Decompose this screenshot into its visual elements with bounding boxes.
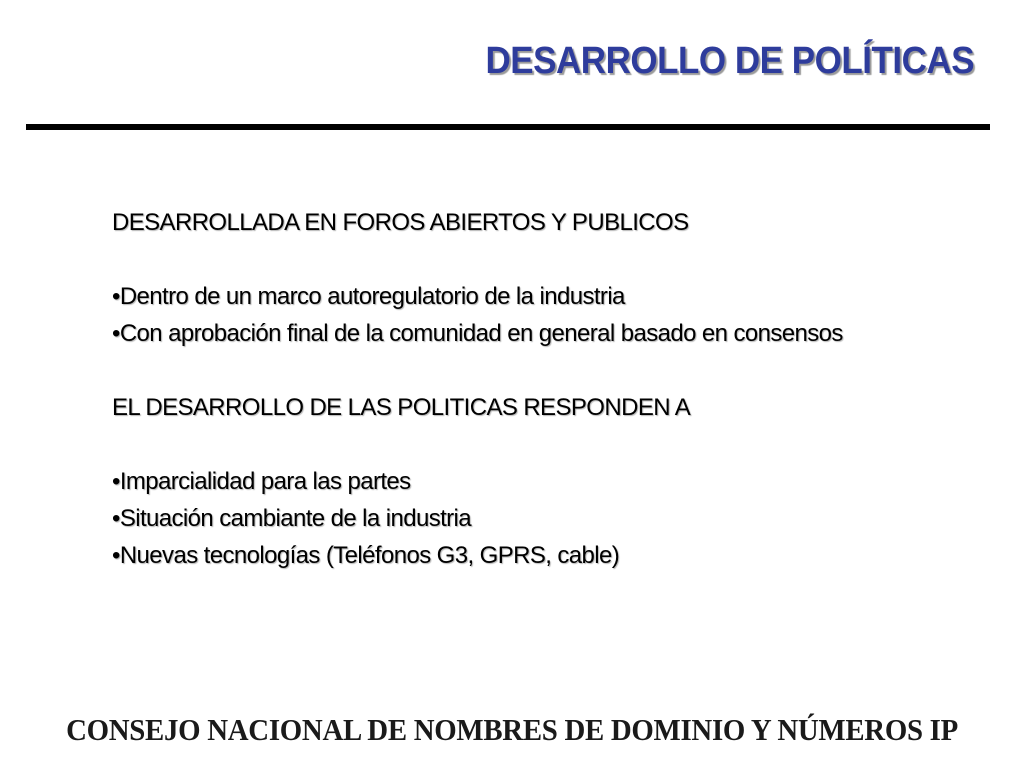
bullet-aprobacion-final: • Con aprobación final de la comunidad en general basado en consensos: [112, 315, 872, 352]
footer-organization: CONSEJO NACIONAL DE NOMBRES DE DOMINIO Y NÚMEROS IP: [66, 712, 958, 747]
bullet-situacion-cambiante: • Situación cambiante de la industria: [112, 500, 872, 537]
title-divider: [26, 124, 990, 130]
slide-title: DESARROLLO DE POLÍTICAS: [485, 40, 974, 82]
section-heading-responden: EL DESARROLLO DE LAS POLITICAS RESPONDEN A: [112, 394, 691, 421]
slide-body: [112, 204, 872, 574]
bullet-imparcialidad: • Imparcialidad para las partes: [112, 463, 872, 500]
spacer: [112, 241, 872, 278]
bullet-marco-autoregulatorio: • Dentro de un marco autoregulatorio de la industria: [112, 278, 872, 315]
spacer: [112, 352, 872, 389]
spacer: [112, 426, 872, 463]
section-heading-foros: DESARROLLADA EN FOROS ABIERTOS Y PUBLICOS: [112, 209, 689, 236]
bullet-nuevas-tecnologias: • Nuevas tecnologías (Teléfonos G3, GPRS, cable): [112, 537, 872, 574]
